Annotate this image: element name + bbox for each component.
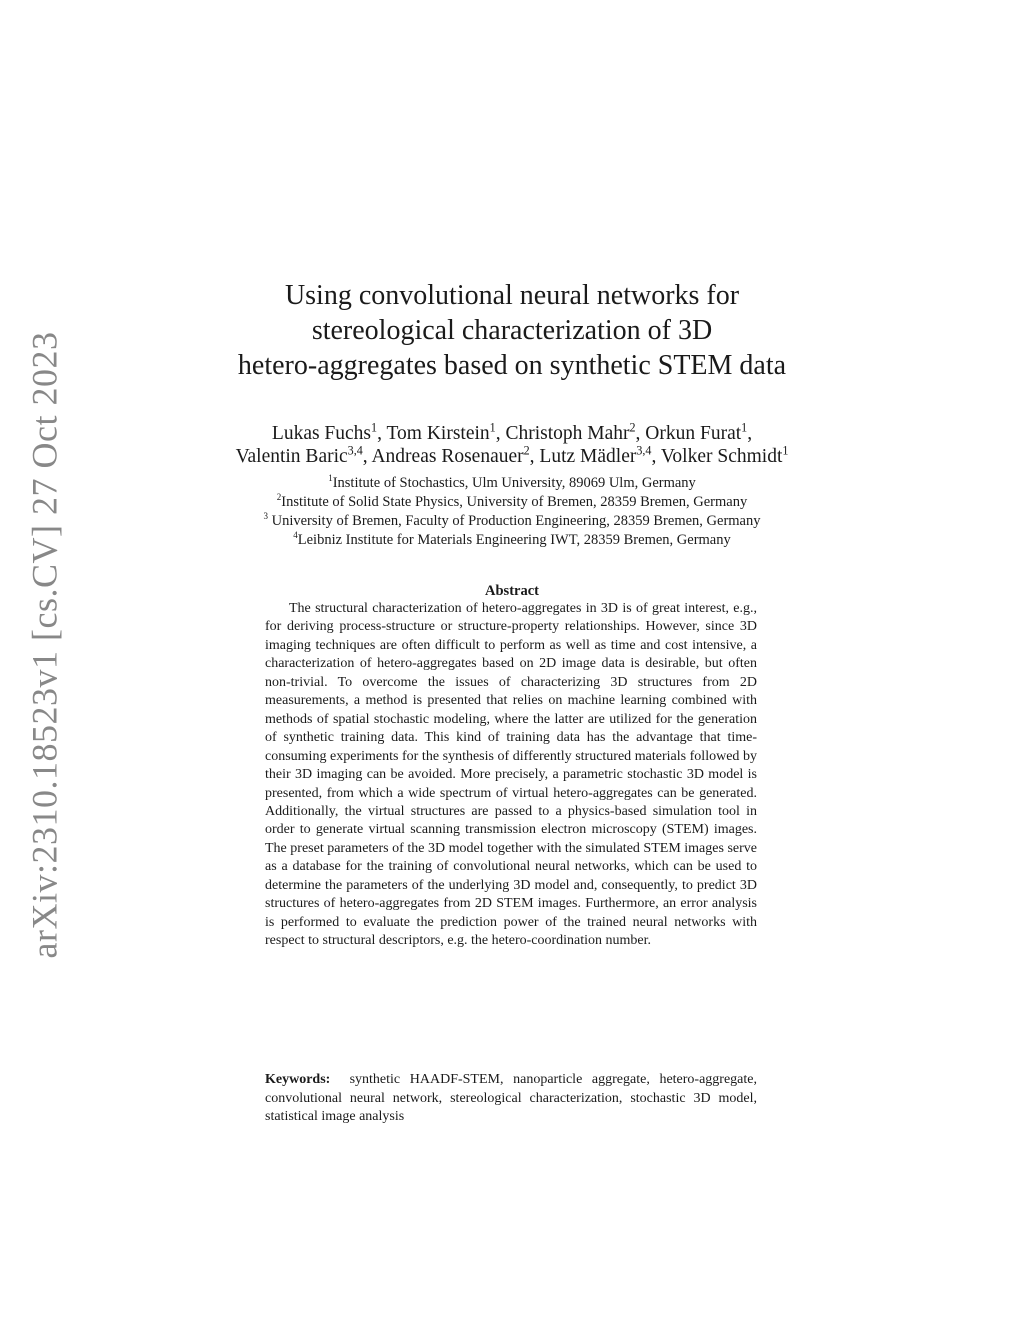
author-affiliation-mark: 3,4: [636, 443, 652, 458]
author-name: Andreas Rosenauer: [371, 446, 524, 467]
arxiv-identifier: arXiv:2310.18523v1 [cs.CV] 27 Oct 2023: [24, 331, 65, 959]
author-line: Lukas Fuchs$^1$, Tom Kirstein$^1$, Christoph Mahr$^2$, Orkun Furat$^1$,: [271, 420, 753, 444]
affiliation-number: 1: [328, 473, 333, 484]
keywords-text: synthetic HAADF-STEM, nanoparticle aggregate, hetero-aggregate, convolutional neural network, stereological characterization, stochastic 3D model, statistical image analysis: [265, 1072, 757, 1124]
author-name: Valentin Baric: [235, 446, 348, 467]
paper-title: [150, 278, 874, 383]
author-affiliation-mark: 1: [489, 420, 496, 435]
abstract-text: The structural characterization of hetero-aggregates in 3D is of great interest, e.g., for deriving process-structure or structure-property relationships. However, since 3D imaging techniques are often difficult to perform as well as time and cost intensive, a characterization of hetero-aggregates based on 2D image data is desirable, but often non-trivial. To overcome the issues of characterizing 3D structures from 2D measurements, a method is presented that relies on machine learning combined with methods of spatial stochastic modeling, where the latter are utilized for the generation of synthetic training data. This kind of training data has the advantage that time-consuming experiments for the synthesis of differently structured materials followed by their 3D imaging can be avoided. More precisely, a parametric stochastic 3D model is presented, from which a wide spectrum of virtual hetero-aggregates can be generated. Additionally, the virtual structures are passed to a physics-based simulation tool in order to generate virtual scanning transmission electron microscopy (STEM) images. The preset parameters of the 3D model together with the simulated STEM images serve as a database for the training of convolutional neural networks, which can be used to determine the parameters of the underlying 3D model and, consequently, to predict 3D structures of hetero-aggregates from 2D STEM images. Furthermore, an error analysis is performed to evaluate the prediction power of the trained neural networks with respect to structural descriptors, e.g. the hetero-coordination number.: [265, 601, 757, 949]
abstract-heading: Abstract: [485, 583, 539, 599]
affiliation-text: Leibniz Institute for Materials Engineering IWT, 28359 Bremen, Germany: [297, 532, 731, 548]
author-name: Lukas Fuchs: [271, 423, 372, 444]
keywords-section: [265, 1071, 757, 1127]
affiliation-number: 3: [263, 511, 268, 522]
title-line: hetero-aggregates based on synthetic STEM data: [237, 350, 787, 381]
author-name: Lutz Mädler: [539, 446, 637, 467]
author-name: Tom Kirstein: [386, 423, 490, 444]
author-affiliation-mark: 1: [741, 420, 748, 435]
affiliation-text: Institute of Stochastics, Ulm University, 89069 Ulm, Germany: [332, 475, 696, 491]
affiliation-number: 2: [276, 492, 282, 503]
title-line: Using convolutional neural networks for: [284, 280, 740, 311]
affiliation-list: [150, 474, 874, 550]
affiliation: [150, 493, 874, 512]
author-affiliation-mark: 2: [629, 420, 636, 435]
arxiv-identifier-sidebar: [22, 331, 66, 959]
title-line: stereological characterization of 3D: [311, 315, 713, 346]
affiliation-text: University of Bremen, Faculty of Production Engineering, 28359 Bremen, Germany: [268, 513, 761, 529]
affiliation-number: 4: [293, 530, 298, 541]
author-name: Christoph Mahr: [505, 423, 630, 444]
affiliation: [150, 474, 874, 493]
affiliation: [150, 531, 874, 550]
author-affiliation-mark: 1: [371, 420, 378, 435]
author-name: Orkun Furat: [645, 423, 742, 444]
author-affiliation-mark: 3,4: [347, 443, 363, 458]
affiliation-text: Institute of Solid State Physics, University of Bremen, 28359 Bremen, Germany: [281, 494, 748, 510]
author-affiliation-mark: 1: [782, 443, 789, 458]
author-list: [150, 422, 874, 468]
keywords-label: Keywords:: [265, 1072, 331, 1087]
author-affiliation-mark: 2: [523, 443, 530, 458]
author-line: Valentin Baric$^{3,4}$, Andreas Rosenauer$^2$, Lutz Mädler$^{3,4}$, Volker Schmidt$^1$: [235, 443, 789, 467]
author-name: Volker Schmidt: [660, 446, 783, 467]
affiliation: [150, 512, 874, 531]
